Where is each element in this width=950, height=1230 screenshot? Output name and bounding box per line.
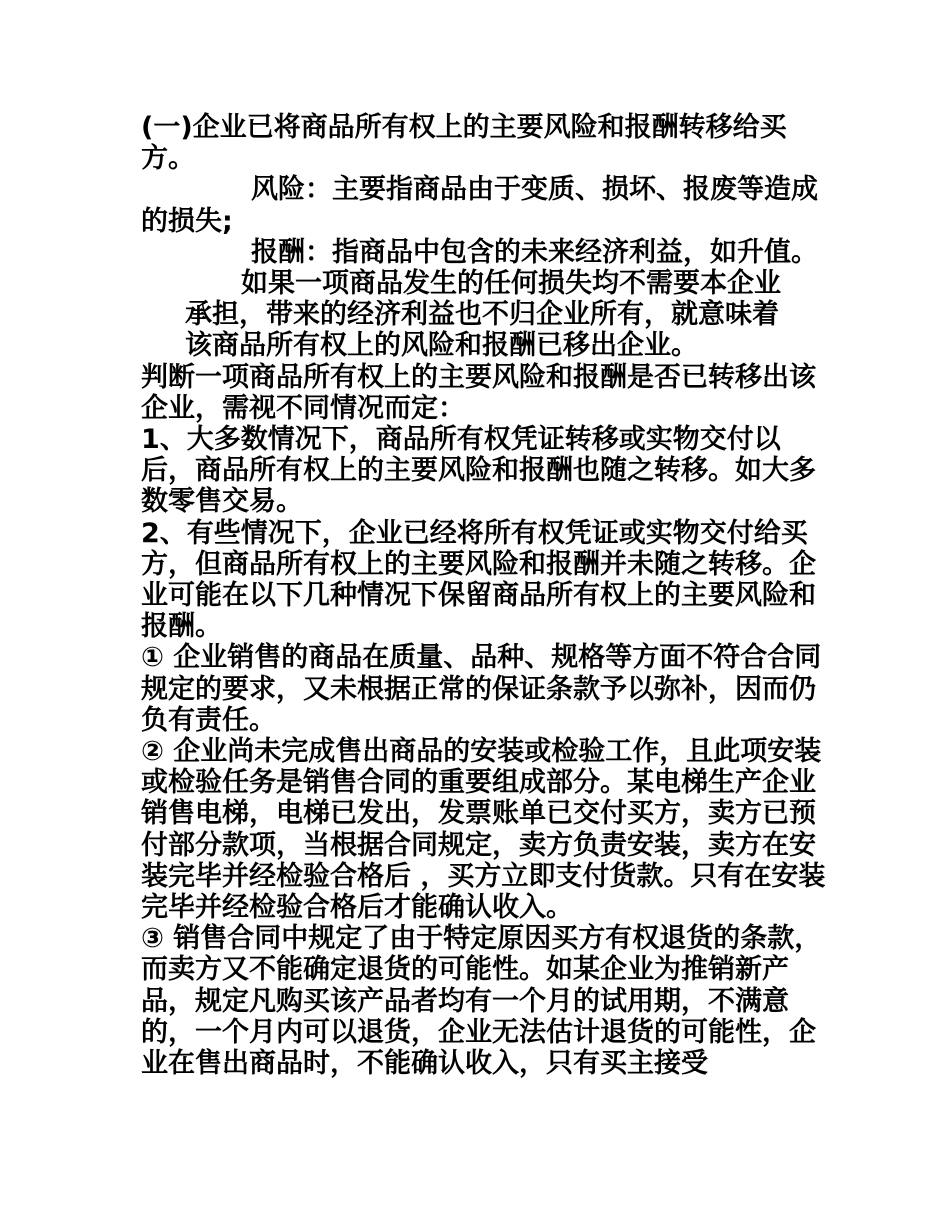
paragraph-loss-line-3: 该商品所有权上的风险和报酬已移出企业。 — [185, 330, 698, 362]
paragraph-reward-definition: 报酬：指商品中包含的未来经济利益，如升值。 — [251, 236, 818, 268]
heading-risk-transfer: (一)企业已将商品所有权上的主要风险和报酬转移给买方。 — [141, 112, 787, 175]
document-page — [141, 112, 831, 1079]
paragraph-risk-definition: 风险：主要指商品由于变质、损坏、报废等造成的损失; — [141, 174, 818, 237]
sub-item-1: ① 企业销售的商品在质量、品种、规格等方面不符合合同规定的要求，又未根据正常的保证条款予以弥补，因而仍负有责任。 — [141, 642, 822, 736]
paragraph-loss-line-1: 如果一项商品发生的任何损失均不需要本企业 — [241, 268, 781, 300]
sub-item-3: ③ 销售合同中规定了由于特定原因买方有权退货的条款，而卖方又不能确定退货的可能性。如某企业为推销新产品，规定凡购买该产品者均有一个月的试用期，不满意的，一个月内可以退货，企业无法估计退货的可能性，企业在售出商品时，不能确认收入，只有买主接受 — [141, 923, 822, 1080]
sub-item-2: ② 企业尚未完成售出商品的安装或检验工作，且此项安装或检验任务是销售合同的重要组成部分。某电梯生产企业销售电梯，电梯已发出，发票账单已交付买方，卖方已预付部分款项，当根据合同规定，卖方负责安装，卖方在安装完毕并经检验合格后 ，买方立即支付货款。只有在安装完毕并经检验合格后才能确认收入。 — [141, 736, 826, 924]
paragraph-judgement: 判断一项商品所有权上的主要风险和报酬是否已转移出该企业，需视不同情况而定： — [141, 361, 816, 424]
list-item-1: 1、大多数情况下，商品所有权凭证转移或实物交付以后，商品所有权上的主要风险和报酬也随之转移。如大多数零售交易。 — [141, 424, 816, 518]
list-item-2: 2、有些情况下，企业已经将所有权凭证或实物交付给买方，但商品所有权上的主要风险和报酬并未随之转移。企业可能在以下几种情况下保留商品所有权上的主要风险和报酬。 — [141, 517, 816, 643]
paragraph-loss-line-2: 承担，带来的经济利益也不归企业所有，就意味着 — [185, 299, 779, 331]
